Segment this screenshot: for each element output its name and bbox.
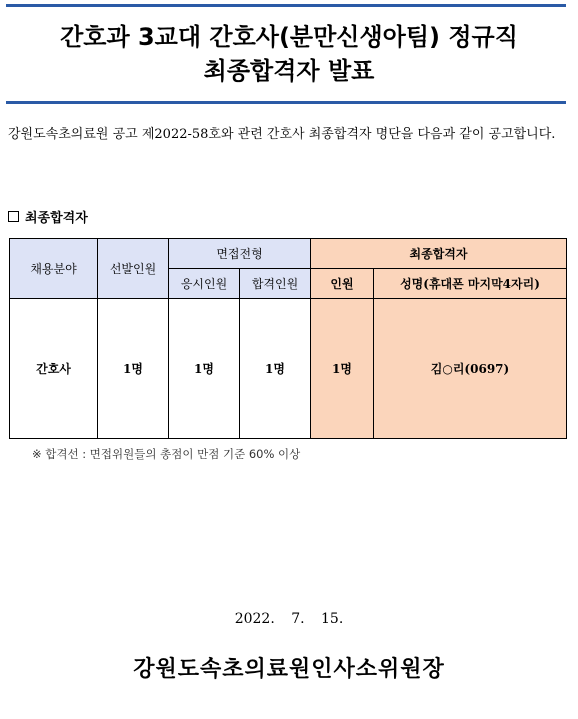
title-line-2: 최종합격자 발표 bbox=[203, 57, 375, 85]
cell-name: 김○리(0697) bbox=[374, 299, 567, 439]
section-title: 최종합격자 bbox=[25, 211, 88, 226]
announcement-date: 2022. 7. 15. bbox=[234, 611, 344, 627]
table-row bbox=[10, 299, 567, 439]
pass-line-note: ※ 합격선 : 면접위원들의 총점이 만점 기준 60% 이상 bbox=[32, 447, 301, 461]
page-title bbox=[0, 20, 578, 88]
organization-signature: 강원도속초의료원인사소위원장 bbox=[133, 656, 445, 682]
header-applicants: 응시인원 bbox=[169, 269, 240, 299]
cell-applicants: 1명 bbox=[169, 299, 240, 439]
top-rule bbox=[6, 4, 566, 7]
cell-passed: 1명 bbox=[240, 299, 311, 439]
cell-selection: 1명 bbox=[98, 299, 169, 439]
header-name: 성명(휴대폰 마지막4자리) bbox=[374, 269, 567, 299]
results-table bbox=[9, 238, 567, 439]
header-passed: 합격인원 bbox=[240, 269, 311, 299]
header-interview: 면접전형 bbox=[169, 239, 311, 269]
cell-count: 1명 bbox=[311, 299, 374, 439]
bottom-rule bbox=[6, 101, 566, 104]
cell-field: 간호사 bbox=[10, 299, 98, 439]
intro-text: 강원도속초의료원 공고 제2022-58호와 관련 간호사 최종합격자 명단을 다음과 같이 공고합니다. bbox=[8, 127, 556, 142]
header-final: 최종합격자 bbox=[311, 239, 567, 269]
checkbox-icon bbox=[8, 211, 19, 222]
section-heading bbox=[8, 207, 88, 226]
title-line-1: 간호과 3교대 간호사(분만신생아팀) 정규직 bbox=[60, 23, 518, 51]
header-selection: 선발인원 bbox=[98, 239, 169, 299]
header-count: 인원 bbox=[311, 269, 374, 299]
header-field: 채용분야 bbox=[10, 239, 98, 299]
